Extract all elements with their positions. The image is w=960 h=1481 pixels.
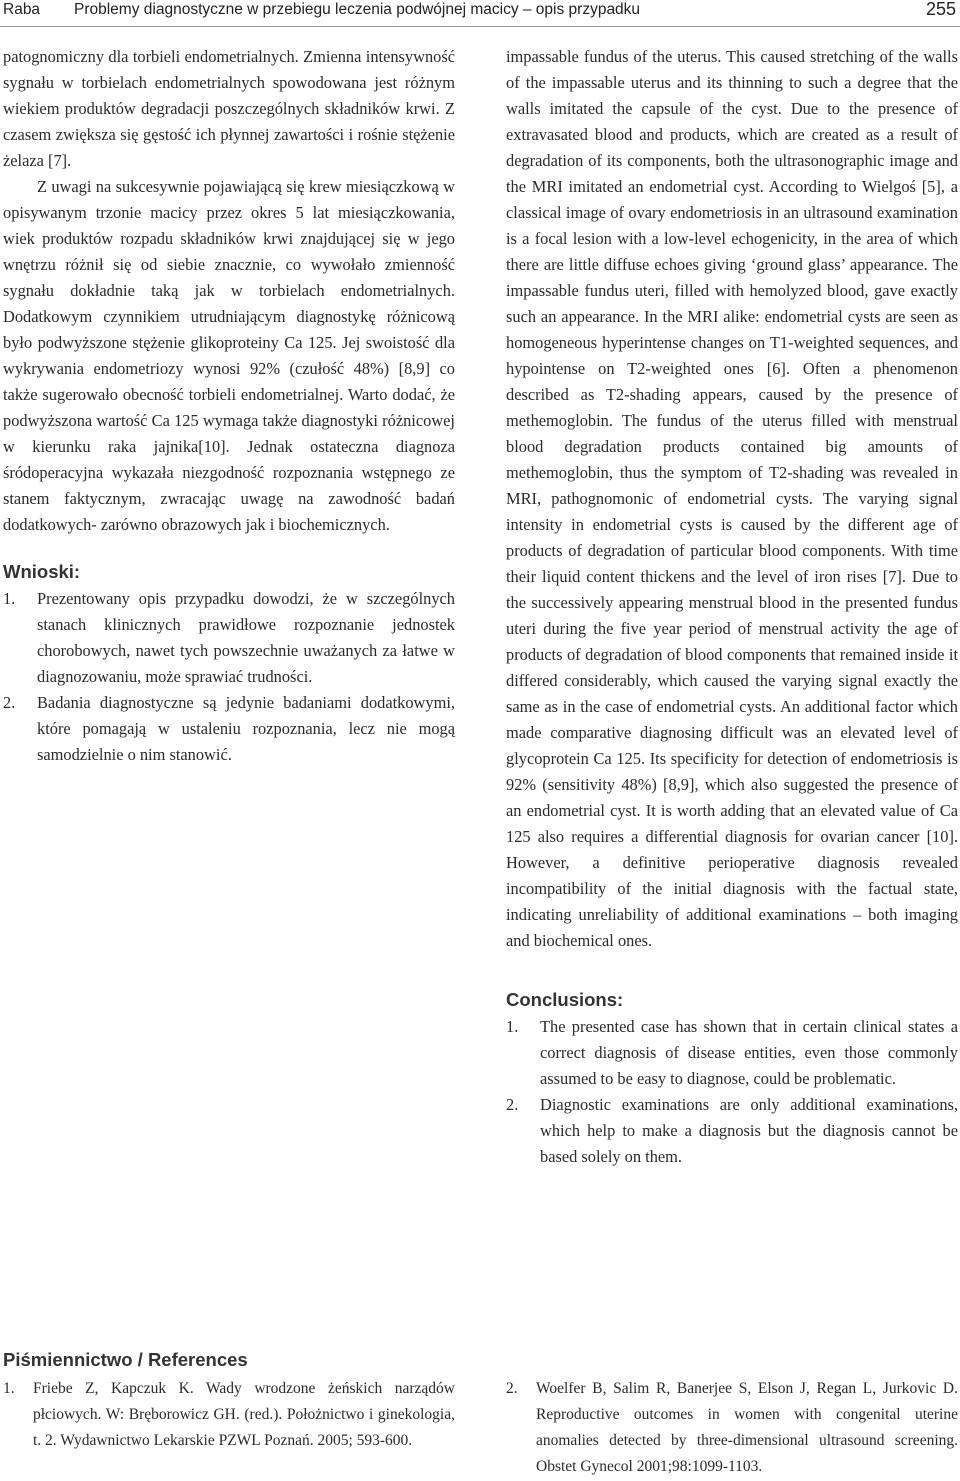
list-item xyxy=(3,586,455,690)
paragraph: impassable fundus of the uterus. This caused stretching of the walls of the impassable uterus and its thinning to such a degree that the walls imitated the capsule of the cyst. Due to the presence of extravasated blood and products, which are created as a result of degradation of its components, both the ultrasonographic image and the MRI imitated an endometrial cyst. According to Wielgoś [5], a classical image of ovary endometriosis in an ultrasound examination is a focal lesion with a low-level echogenicity, in the area of which there are little diffuse echoes giving ‘ground glass’ appearance. The impassable fundus uteri, filled with hemolyzed blood, gave exactly such an appearance. In the MRI alike: endometrial cysts are seen as homogeneous hyperintense changes on T1-weighted sequences, and hypointense on T2-weighted ones [6]. Often a phenomenon described as T2-shading appears, caused by the presence of methemoglobin. The fundus of the uterus filled with menstrual blood degradation products contained big amounts of methemoglobin, thus the symptom of T2-shading was revealed in MRI, pathognomonic of endometrial cysts. The varying signal intensity in endometrial cysts is caused by the different age of products of degradation of particular blood components. With time their liquid content thickens and the level of iron rises [7]. Due to the successively appearing menstrual blood in the presented fundus uteri during the five year period of menstrual activity the age of products of degradation of blood components that remained inside it differed considerably, which caused the varying signal exactly the same as in the case of endometrial cysts. An additional factor which made comparative diagnosing difficult was an elevated level of glycoprotein Ca 125. Its specificity for detection of endometriosis is 92% (sensitivity 48%) [8,9], which also suggested the presence of an endometrial cyst. It is worth adding that an elevated value of Ca 125 also requires a differential diagnosis for ovarian cancer [10]. However, a definitive perioperative diagnosis revealed incompatibility of the initial diagnosis with the factual state, indicating unreliability of additional examinations – both imaging and biochemical ones. xyxy=(506,47,958,950)
list-item-number: 1. xyxy=(506,1017,519,1036)
list-item-text: Diagnostic examinations are only additional examinations, which help to make a diagnosis but the diagnosis cannot be based solely on them. xyxy=(540,1095,958,1166)
list-item-text: The presented case has shown that in certain clinical states a correct diagnosis of disease entities, even those commonly assumed to be easy to diagnose, could be problematic. xyxy=(540,1017,958,1088)
reference-item xyxy=(506,1376,958,1480)
paragraph: Z uwagi na sukcesywnie pojawiającą się krew miesiączkową w opisywanym trzonie macicy przez okres 5 lat miesiączkowania, wiek produktów rozpadu składników krwi znajdującej się w jego wnętrzu różnił się od siebie znacznie, co wywołało zmienność sygnału dokładnie taką jak w torbielach endometrialnych. Dodatkowym czynnikiem utrudniającym diagnostykę różnicową było podwyższone stężenie glikoproteiny Ca 125. Jej swoistość dla wykrywania endometriozy wynosi 92% (czułość 48%) [8,9] co także sugerowało obecność torbieli endometrialnej. Warto dodać, że podwyższona wartość Ca 125 wymaga także diagnostyki różnicowej w kierunku raka jajnika[10]. Jednak ostateczna diagnoza śródoperacyjna wykazała niezgodność rozpoznania wstępnego ze stanem faktycznym, zwracając uwagę na zawodność badań dodatkowych- zarówno obrazowych jak i biochemicznych. xyxy=(3,177,455,534)
conclusions-heading-pl: Wnioski: xyxy=(3,561,81,582)
references-section xyxy=(3,1348,958,1475)
page-number: 255 xyxy=(925,0,956,19)
header-author: Raba xyxy=(3,1,41,18)
polish-column xyxy=(3,44,455,768)
conclusions-heading-en: Conclusions: xyxy=(506,989,624,1010)
references-heading: Piśmiennictwo / References xyxy=(3,1349,248,1370)
reference-number: 2. xyxy=(506,1380,518,1397)
list-item-number: 2. xyxy=(3,693,16,712)
list-item-number: 2. xyxy=(506,1095,519,1114)
list-item-text: Prezentowany opis przypadku dowodzi, że w szczególnych stanach klinicznych prawidłowe rozpoznanie jednostek chorobowych, nawet tych powszechnie uważanych za łatwe w diagnozowaniu, może sprawiać trudności. xyxy=(37,589,455,686)
list-item xyxy=(506,1092,958,1170)
header-title: Problemy diagnostyczne w przebiegu leczenia podwójnej macicy – opis przypadku xyxy=(74,1,641,18)
english-column xyxy=(506,44,958,1170)
running-header xyxy=(0,0,960,27)
reference-text: Friebe Z, Kapczuk K. Wady wrodzone żeńskich narządów płciowych. W: Bręborowicz GH. (red.). Położnictwo i ginekologia, t. 2. Wydawnictwo Lekarskie PZWL Poznań. 2005; 593-600. xyxy=(33,1380,455,1449)
list-item-text: Badania diagnostyczne są jedynie badaniami dodatkowymi, które pomagają w ustaleniu rozpoznania, lecz nie mogą samodzielnie o nim stanowić. xyxy=(37,693,455,764)
paragraph: patognomiczny dla torbieli endometrialnych. Zmienna intensywność sygnału w torbielach endometrialnych spowodowana jest różnym wiekiem produktów degradacji poszczególnych składników krwi. Z czasem zwiększa się gęstość ich płynnej zawartości i rośnie stężenie żelaza [7]. xyxy=(3,47,455,170)
list-item-number: 1. xyxy=(3,589,16,608)
list-item xyxy=(506,1014,958,1092)
list-item xyxy=(3,690,455,768)
reference-item xyxy=(3,1376,455,1454)
reference-text: Woelfer B, Salim R, Banerjee S, Elson J, Regan L, Jurkovic D. Reproductive outcomes in women with congenital uterine anomalies detected by three-dimensional ultrasound screening. Obstet Gynecol 2001;98:1099-1103. xyxy=(536,1380,958,1475)
reference-number: 1. xyxy=(3,1380,15,1397)
